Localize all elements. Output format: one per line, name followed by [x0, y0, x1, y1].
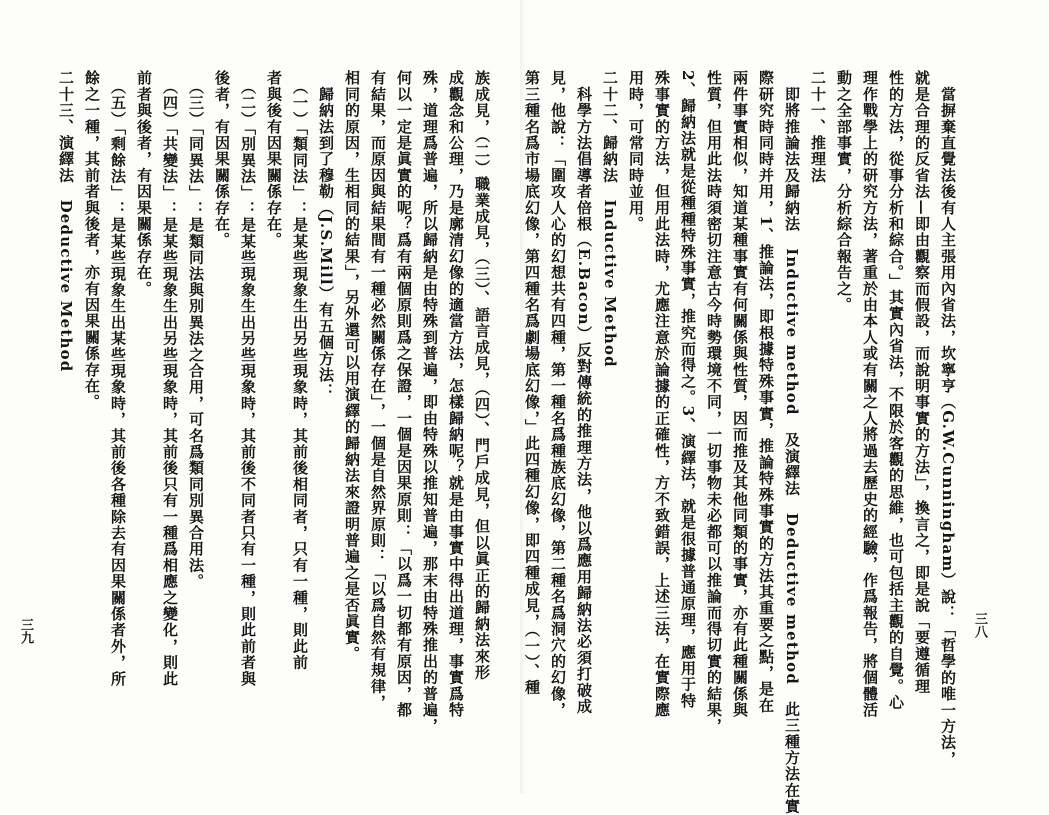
text-line: 即將推論法及歸納法 Inductive method 及演繹法 Deductive method 此三種方法在實 — [783, 70, 801, 815]
section-heading: 二十三、演繹法 Deductive Method — [57, 70, 75, 373]
text-line: 當摒棄直覺法後有人主張用內省法，坎寧亨（G.W.Cunningham）說：「哲學的唯一方法， — [939, 70, 957, 767]
text-line: 動之全部事實，分析綜合報告之。 — [835, 70, 853, 313]
text-line: 第三種名爲市場底幻像，第四種名爲劇場底幻像，」此四種幻像，即四種成見，（一）、種 — [523, 70, 541, 696]
text-line: 就是合理的反省法—即由觀察而假設，而說明事實的方法」，換言之，即是說「要遵循理 — [913, 70, 931, 695]
text-line: 者與後有因果關係存在。 — [265, 70, 283, 249]
section-heading: 二十二、歸納法 Inductive Method — [601, 70, 619, 368]
text-line: 何以一定是眞實的呢？爲有兩個原則爲之保證，一個是因果原則：「以爲一切都有原因，都 — [395, 70, 413, 718]
text-line: 族成見，（二）職業成見，（三）、語言成見，（四）、門戶成見，但以眞正的歸納法來形 — [473, 70, 491, 681]
text-line: 餘之一種，其前者與後者，亦有因果關係存在。 — [83, 70, 101, 411]
text-line: 前者與後者，有因果關係存在。 — [135, 70, 153, 297]
text-line: 殊，道理爲普遍，所以歸納是由特殊到普遍，即由特殊以推知普遍，那末由特殊推出的普遍， — [421, 70, 439, 735]
text-line: 相同的原因，生相同的結果」，另外還可以用演繹的歸納法來證明普遍之是否眞實。 — [343, 70, 361, 662]
text-line: 後者，有因果關係存在。 — [213, 70, 231, 249]
text-line: 兩件事實相似，知道某種事實有何關係與性質，因而推及其他同類的事實，亦有此種關係與 — [731, 70, 749, 718]
text-line: 性質，但用此法時須密切注意古今時勢環境不同，一切事物未必都可以推論而得切實的結果， — [705, 70, 723, 735]
text-line: 性的方法，從事分析和綜合。」其實內省法，不限於客觀的思維，也可包括主觀的自覺。心 — [887, 70, 905, 711]
text-line: 科學方法倡導者倍根（E.Bacon）反對傳統的推理方法，他以爲應用歸納法必須打破成 — [575, 70, 593, 715]
text-line: （四）「共變法」：是某些現象生出另些現象時，其前後只有一種爲相應之變化，則此 — [161, 70, 179, 687]
text-line: 用時，可常同時並用。 — [627, 70, 645, 232]
page-number-left: 三九 — [18, 618, 33, 644]
text-line: 見，他說：「圍攻人心的幻想共有四種，第一種名爲種族底幻像，第二種名爲洞穴的幻像， — [549, 70, 567, 718]
text-line: 有結果，而原因與結果間有一種必然關係存在」，一個是自然界原則：「以爲自然有規律， — [369, 70, 387, 711]
text-line: （五）「剩餘法」：是某些現象生出某些現象時，其前後各種除去有因果關係者外，所 — [109, 70, 127, 687]
text-line: 殊事實的方法，但用此法時，尤應注意於論據的正確性，方不致錯誤，上述三法，在實際應 — [653, 70, 671, 718]
text-line: 成觀念和公理，乃是廓清幻像的適當方法，怎樣歸納呢？就是由事實中得出道理，事實爲特 — [447, 70, 465, 718]
text-line: 歸納法到了穆勒（J.S.Mill）有五個方法： — [317, 70, 335, 400]
page-number-right: 三八 — [972, 612, 987, 638]
text-line: 理作戰學上的研究方法，著重於由本人或有關之人將過去歷史的經驗，作爲報告，將個體活 — [861, 70, 879, 718]
section-heading: 二十一、推理法 — [809, 70, 827, 184]
text-line: （一）「類同法」：是某些現象生出另些現象時，其前後相同者，只有一種，則此前 — [291, 70, 309, 671]
text-line: （三）「同異法」：是類同法與別異法之合用，可名爲類同別異合用法。 — [187, 70, 205, 590]
text-line: 際研究時同時并用，1、推論法，即根據特殊事實，推論特殊事實的方法其重要之點，是在 — [757, 70, 775, 714]
text-line: 2、歸納法就是從種種特殊事實，推究而得之。3、演繹法，就是很據普通原理，應用于特 — [679, 70, 697, 709]
text-line: （二）「別異法」：是某些現象生出另些現象時，其前後不同者只有一種，則此前者與 — [239, 70, 257, 687]
